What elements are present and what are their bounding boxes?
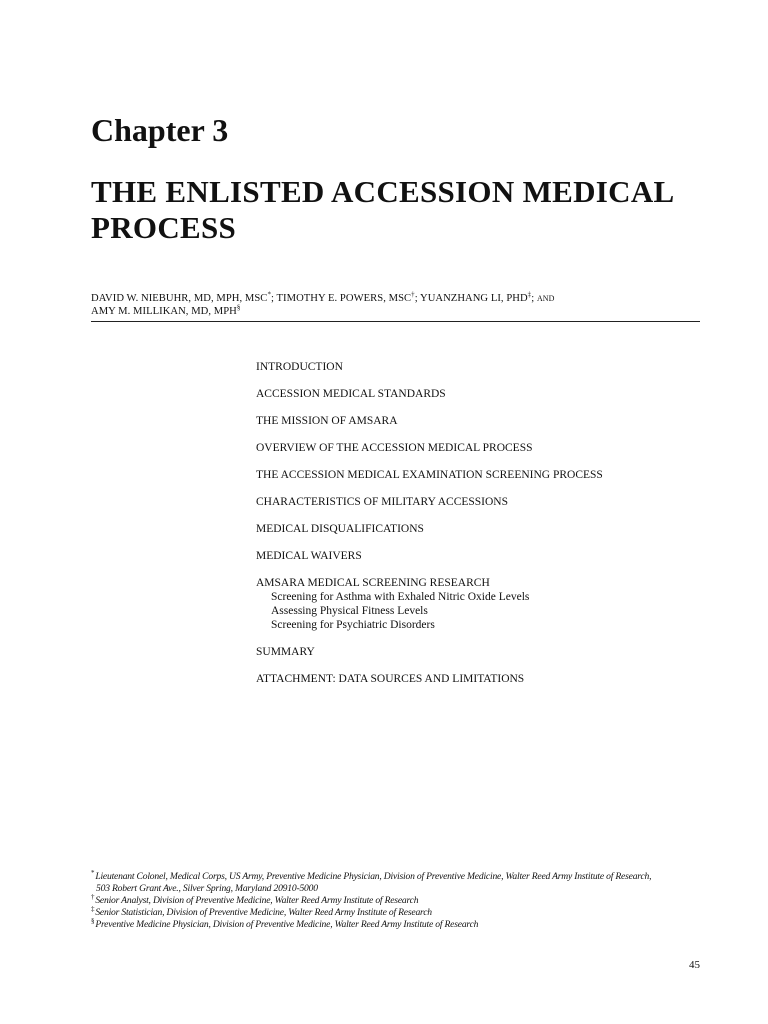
outline-item	[256, 468, 696, 482]
outline-item-label: OVERVIEW OF THE ACCESSION MEDICAL PROCESS	[256, 442, 533, 454]
footnote-text: Lieutenant Colonel, Medical Corps, US Army, Preventive Medicine Physician, Division of Preventive Medicine, Walter Reed Army Institute of Research,	[95, 871, 652, 882]
footnote-text: Senior Analyst, Division of Preventive Medicine, Walter Reed Army Institute of Research	[95, 895, 419, 906]
author-separator: ;	[414, 293, 420, 304]
outline-item	[256, 495, 696, 509]
outline-subitem: Screening for Asthma with Exhaled Nitric Oxide Levels	[271, 591, 530, 603]
outline-item	[256, 549, 696, 563]
footnote-mark: ‡	[91, 904, 95, 913]
outline-item-label: THE ACCESSION MEDICAL EXAMINATION SCREENING PROCESS	[256, 469, 603, 481]
outline-item	[256, 441, 696, 455]
outline-item-label: AMSARA MEDICAL SCREENING RESEARCH	[256, 577, 490, 589]
footnote-text: Senior Statistician, Division of Preventive Medicine, Walter Reed Army Institute of Research	[95, 907, 432, 918]
outline-subitem: Assessing Physical Fitness Levels	[271, 605, 428, 617]
outline-item-label: INTRODUCTION	[256, 361, 343, 373]
footnote-mark: §	[91, 916, 95, 925]
author-mark: *	[267, 290, 271, 299]
footnote-mark: *	[91, 868, 95, 877]
footnote-text: Preventive Medicine Physician, Division of Preventive Medicine, Walter Reed Army Institute of Research	[95, 919, 479, 930]
outline-subitem: Screening for Psychiatric Disorders	[271, 619, 435, 631]
outline-item-label: ATTACHMENT: DATA SOURCES AND LIMITATIONS	[256, 673, 525, 685]
outline-item	[256, 672, 696, 686]
author-mark: §	[236, 303, 241, 312]
footnote-text: 503 Robert Grant Ave., Silver Spring, Maryland 20910-5000	[96, 883, 318, 894]
outline-item-label: MEDICAL WAIVERS	[256, 550, 362, 562]
footnote	[91, 892, 711, 907]
footnote	[91, 916, 711, 931]
page-number: 45	[689, 959, 700, 971]
author-separator: ;	[271, 293, 277, 304]
outline-subitems	[256, 590, 696, 632]
outline-item-label: MEDICAL DISQUALIFICATIONS	[256, 523, 424, 535]
footnote	[91, 868, 711, 895]
chapter-title: THE ENLISTED ACCESSION MEDICAL PROCESS	[91, 174, 673, 245]
footnote	[91, 904, 711, 919]
outline-item-label: ACCESSION MEDICAL STANDARDS	[256, 388, 446, 400]
author-mark: ‡	[527, 290, 532, 299]
author-separator: ;	[531, 293, 537, 304]
outline-item	[256, 576, 696, 632]
outline-item	[256, 522, 696, 536]
author-name: DAVID W. NIEBUHR, MD, MPH, MSC	[91, 293, 268, 304]
outline-item	[256, 387, 696, 401]
outline-item	[256, 414, 696, 428]
chapter-outline	[256, 360, 696, 699]
outline-item-label: SUMMARY	[256, 646, 315, 658]
outline-item	[256, 360, 696, 374]
footnotes	[91, 868, 711, 931]
author-name: TIMOTHY E. POWERS, MSC	[276, 293, 412, 304]
author-name: YUANZHANG LI, PHD	[420, 293, 528, 304]
outline-item-label: CHARACTERISTICS OF MILITARY ACCESSIONS	[256, 496, 509, 508]
footnote-mark: †	[91, 892, 95, 901]
author-list	[91, 292, 700, 322]
chapter-label: Chapter 3	[91, 112, 229, 148]
outline-item-label: THE MISSION OF AMSARA	[256, 415, 398, 427]
outline-item	[256, 645, 696, 659]
author-name: AMY M. MILLIKAN, MD, MPH	[91, 306, 237, 317]
author-mark: †	[411, 290, 415, 299]
author-conjunction: AND	[536, 294, 555, 303]
